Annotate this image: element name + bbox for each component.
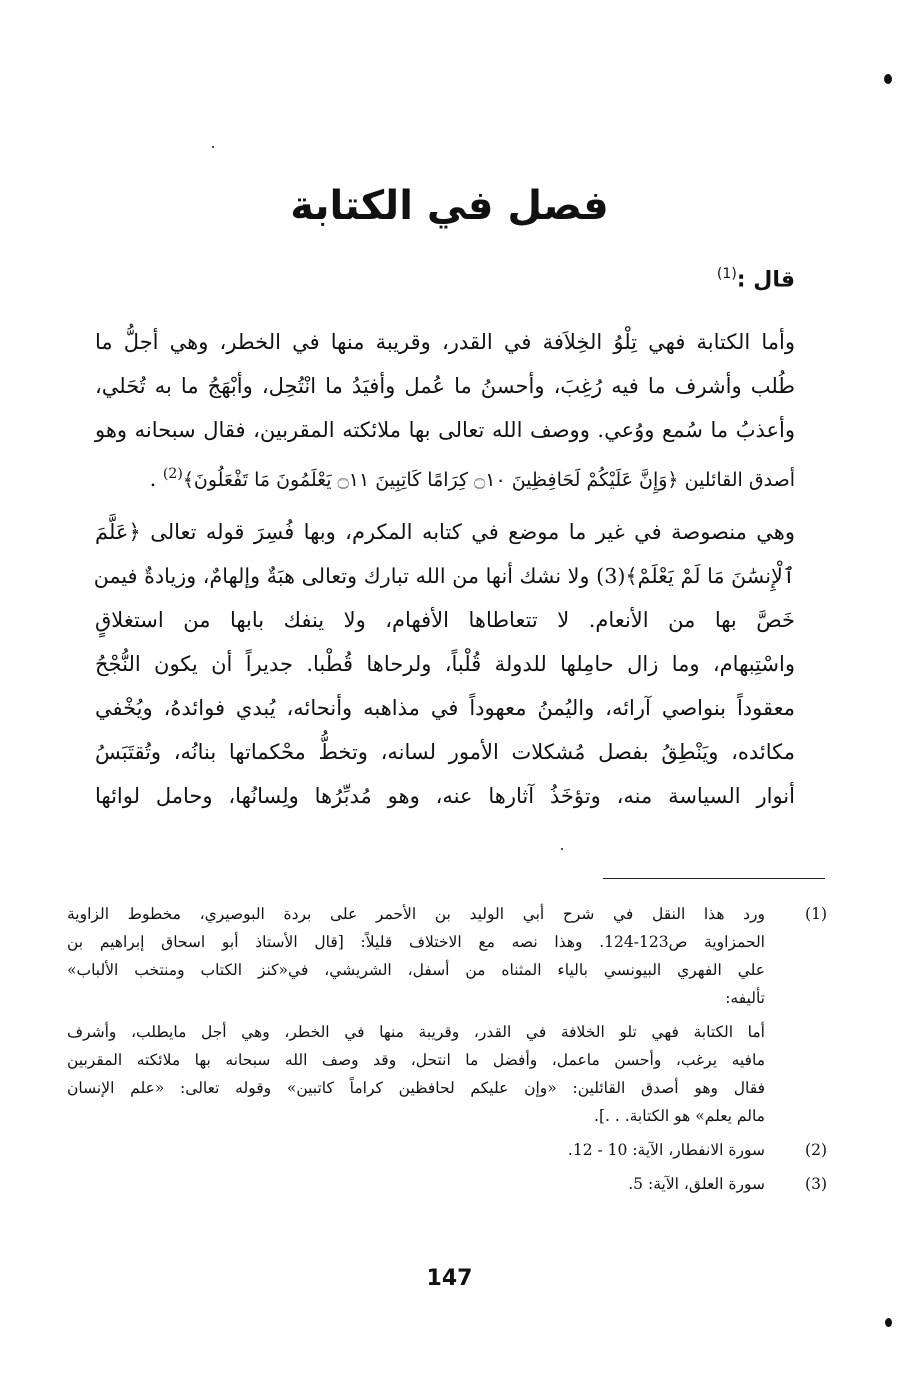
footnote-1-line-4: تأليفه: bbox=[725, 989, 765, 1007]
footnotes bbox=[67, 900, 827, 1204]
footnote-1-line-3: علي الفهري البيونسي بالياء المثناه من أسفل، الشريشي، في«كنز الكتاب ومنتخب الألباب» bbox=[67, 961, 765, 979]
footnote-2-number: (2) bbox=[805, 1141, 827, 1159]
quran-verse: أصدق القائلين ﴿وَإِنَّ عَلَيْكُمْ لَحَافِظِينَ ۝١٠ كِرَامًا كَاتِبِينَ ۝١١ يَعْلَمُونَ مَا تَفْعَلُونَ﴾ bbox=[182, 469, 795, 491]
footnote-3-number: (3) bbox=[805, 1175, 827, 1193]
paragraph-2-line-1: وهي منصوصة في غير ما موضع في كتابه المكرم، وبها فُسِرَ قوله تعالى ﴿عَلَّمَ bbox=[95, 520, 795, 544]
footnote-1-quote-line-1: أما الكتابة فهي تلو الخلافة في القدر، وقريبة منها في الخطر، وهي أجل مايطلب، وأشرف bbox=[67, 1023, 765, 1041]
paragraph-1 bbox=[95, 320, 795, 502]
page-number: 147 bbox=[426, 1266, 473, 1291]
footnote-1-line-1: ورد هذا النقل في شرح أبي الوليد بن الأحمر على بردة البوصيري، مخطوط الزاوية bbox=[67, 905, 765, 923]
qal-label: قال : bbox=[736, 267, 795, 293]
footnote-ref-2: (2) bbox=[162, 466, 183, 482]
footnote-divider bbox=[603, 878, 825, 879]
paragraph-2-line-3: خَصَّ بها من الأنعام. لا تتعاطاها الأفهام، ولا ينفك بابها من استغلاقٍ bbox=[95, 608, 795, 632]
paragraph-2 bbox=[95, 510, 795, 818]
paragraph-1-line-3: وأعذبُ ما سُمع ووُعي. ووصف الله تعالى بها ملائكته المقربين، فقال سبحانه وهو bbox=[95, 418, 795, 442]
qal-heading bbox=[717, 258, 795, 296]
footnote-2 bbox=[67, 1136, 827, 1164]
paragraph-2-line-4: واسْتِبهام، وما زال حامِلها للدولة قُلْباً، ولرحاها قُطْبا. جديراً أن يكون النُّجْحُ bbox=[95, 652, 795, 676]
footnote-3 bbox=[67, 1170, 827, 1198]
qal-footnote-ref: (1) bbox=[716, 266, 737, 282]
footnote-1-quote-line-2: مافيه يرغب، وأحسن ماعمل، وأفضل ما انتحل، وقد وصف الله سبحانه بها ملائكته المقربين bbox=[67, 1051, 765, 1069]
paragraph-1-line-1: وأما الكتابة فهي تِلْوُ الخِلاَفة في القدر، وقريبة منها في الخطر، وهي أجلُّ ما bbox=[95, 330, 795, 354]
page-title: فصل في الكتابة bbox=[290, 183, 609, 229]
margin-dot-mid bbox=[561, 848, 563, 850]
margin-dot-top bbox=[212, 146, 214, 148]
footnote-1-number: (1) bbox=[805, 905, 827, 923]
footnote-1 bbox=[67, 900, 827, 1012]
margin-dot-top-right bbox=[884, 74, 892, 84]
paragraph-2-line-7: أنوار السياسة منه، وتؤخَذُ آثارها عنه، وهو مُدبِّرُها ولِسانُها، وحامل لوائها bbox=[95, 784, 795, 808]
footnote-2-text: سورة الانفطار، الآية: 10 - 12. bbox=[567, 1141, 765, 1159]
paragraph-2-line-2: ٱلْإِنسَٰنَ مَا لَمْ يَعْلَمْ﴾(3) ولا نشك أنها من الله تبارك وتعالى هبَةٌ وإلهامٌ، وزيادةٌ فيمن bbox=[93, 564, 795, 588]
footnote-1-quote-line-3: فقال وهو أصدق القائلين: «وإن عليكم لحافظين كراماً كاتبين» وقوله تعالى: «علم الإنسان bbox=[67, 1079, 765, 1097]
paragraph-1-line-2: طُلب وأشرف ما فيه رُغِبَ، وأحسنُ ما عُمل وأفيَدُ ما انْتُحِل، وأبْهَجُ ما به تُحَلي، bbox=[95, 374, 795, 398]
footnote-1-line-2: الحمزاوية ص123-124. وهذا نصه مع الاختلاف قليلاً: [قال الأستاذ أبو اسحاق إبراهيم بن bbox=[67, 933, 765, 951]
paragraph-2-line-6: مكائده، ويَنْطِقُ بفصل مُشكلات الأمور لسانه، وتخطُّ محْكماتها بنانُه، وتُقتَبَسُ bbox=[95, 740, 795, 764]
footnote-1-quote-line-4: مالم يعلم» هو الكتابة. . .]. bbox=[594, 1107, 765, 1125]
footnote-3-text: سورة العلق، الآية: 5. bbox=[628, 1175, 765, 1193]
paragraph-2-line-5: معقوداً بنواصي آرائه، واليُمنُ معهوداً في مذاهبه وأنحائه، يُبدي فوائدهُ، ويُخْفي bbox=[95, 696, 795, 720]
margin-dot-bottom-right bbox=[885, 1318, 892, 1327]
paragraph-1-line-4: أصدق القائلين ﴿وَإِنَّ عَلَيْكُمْ لَحَافِظِينَ ۝١٠ كِرَامًا كَاتِبِينَ ۝١١ يَعْلَمُونَ مَا تَفْعَلُونَ﴾$^{(2)}$ . bbox=[149, 466, 795, 491]
footnote-1-quote bbox=[67, 1018, 827, 1130]
